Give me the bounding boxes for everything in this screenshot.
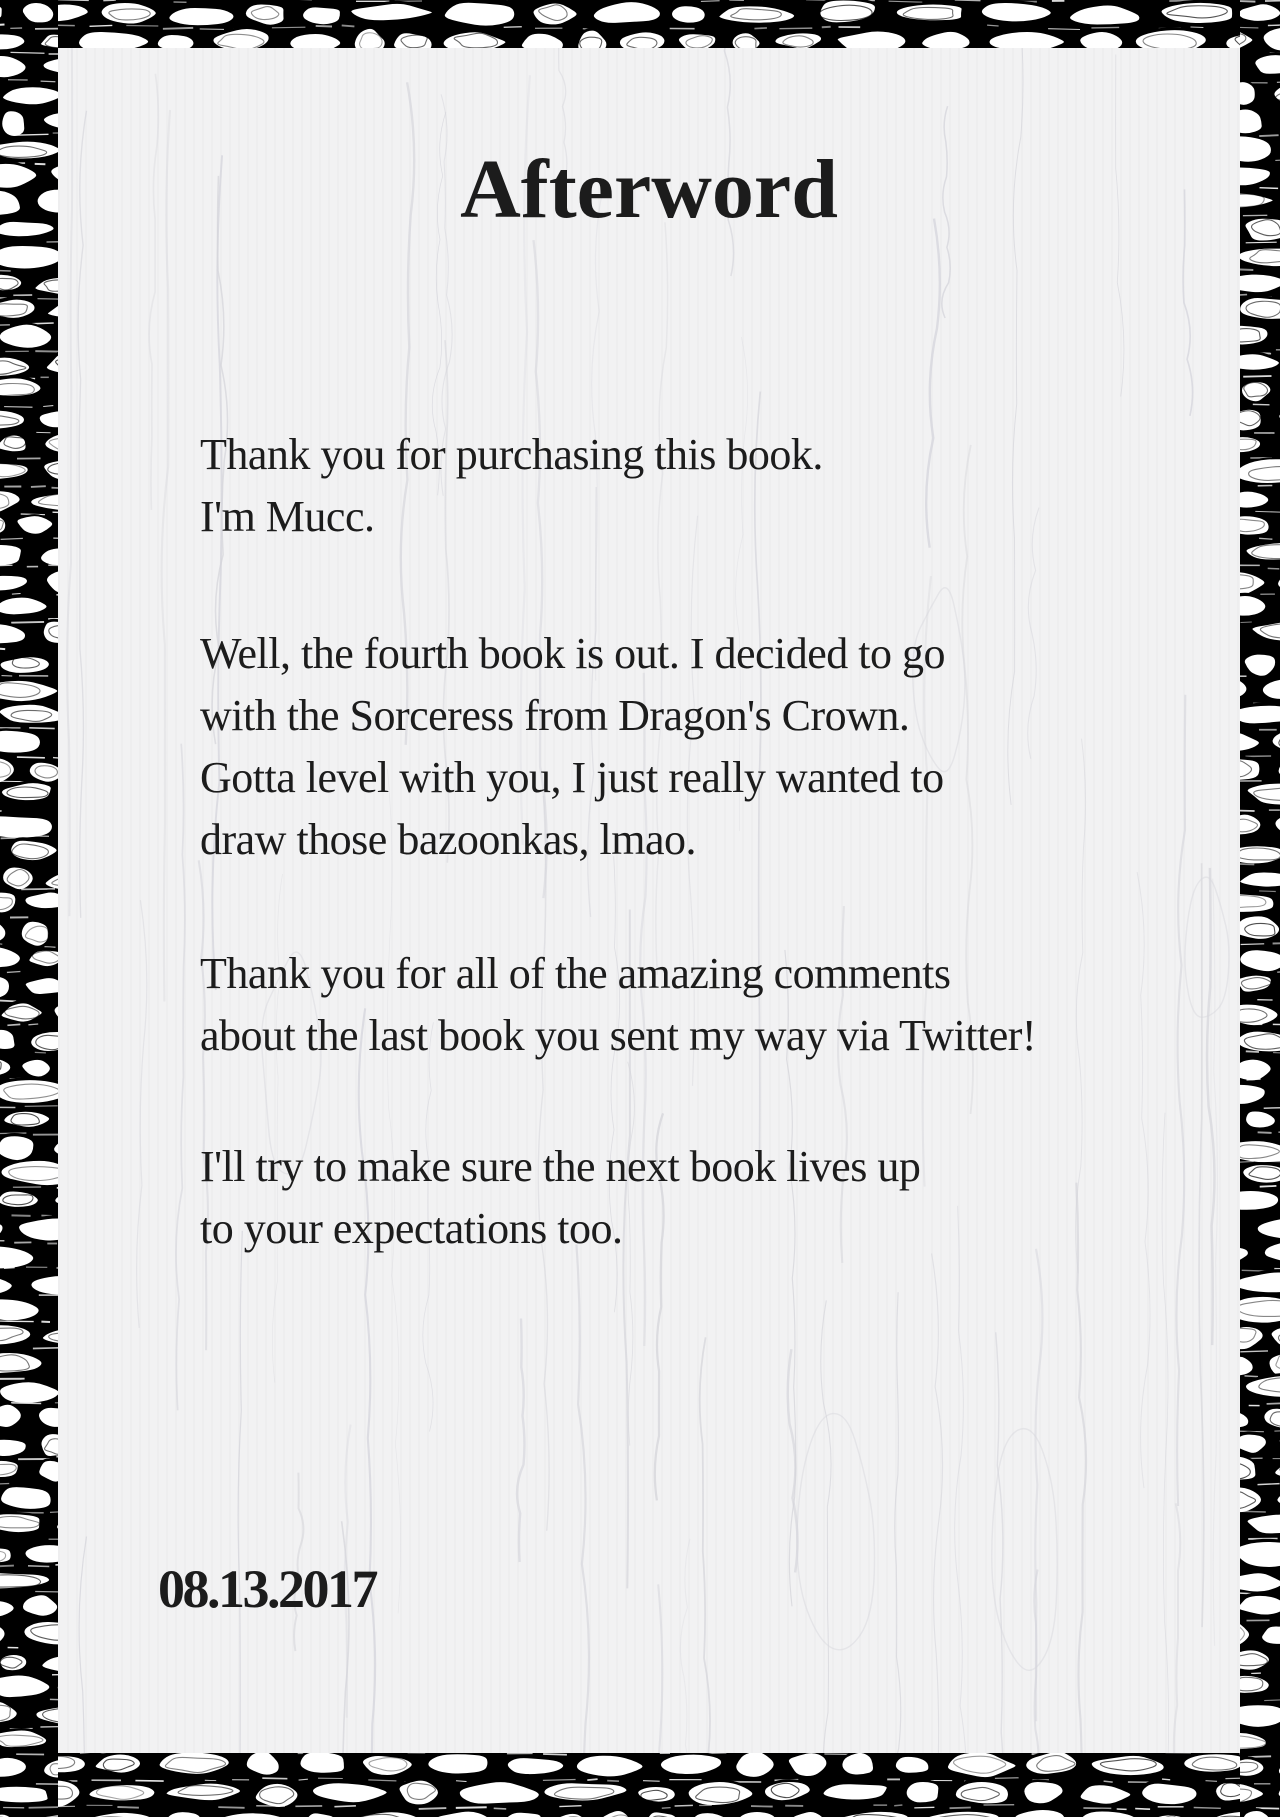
stone-border-right xyxy=(1240,0,1280,1817)
paragraph-fourth-book: Well, the fourth book is out. I decided to go with the Sorceress from Dragon's Crown. Gotta level with you, I just really wanted to draw those bazoonkas, lmao. xyxy=(200,629,946,864)
date-label: 08.13.2017 xyxy=(158,1559,376,1619)
page-title: Afterword xyxy=(460,143,838,236)
paragraph-comments: Thank you for all of the amazing comments about the last book you sent my way via Twitter! xyxy=(200,949,1037,1060)
stone-border-left xyxy=(0,0,58,1817)
paragraph-thanks: Thank you for purchasing this book. I'm Mucc. xyxy=(200,430,823,541)
stone-border-top xyxy=(0,0,1280,48)
stone-border-bottom xyxy=(0,1753,1280,1817)
afterword-page xyxy=(58,48,1240,1753)
wood-grain-texture xyxy=(58,48,1240,1753)
paragraph-next-book: I'll try to make sure the next book lives up to your expectations too. xyxy=(200,1142,921,1253)
